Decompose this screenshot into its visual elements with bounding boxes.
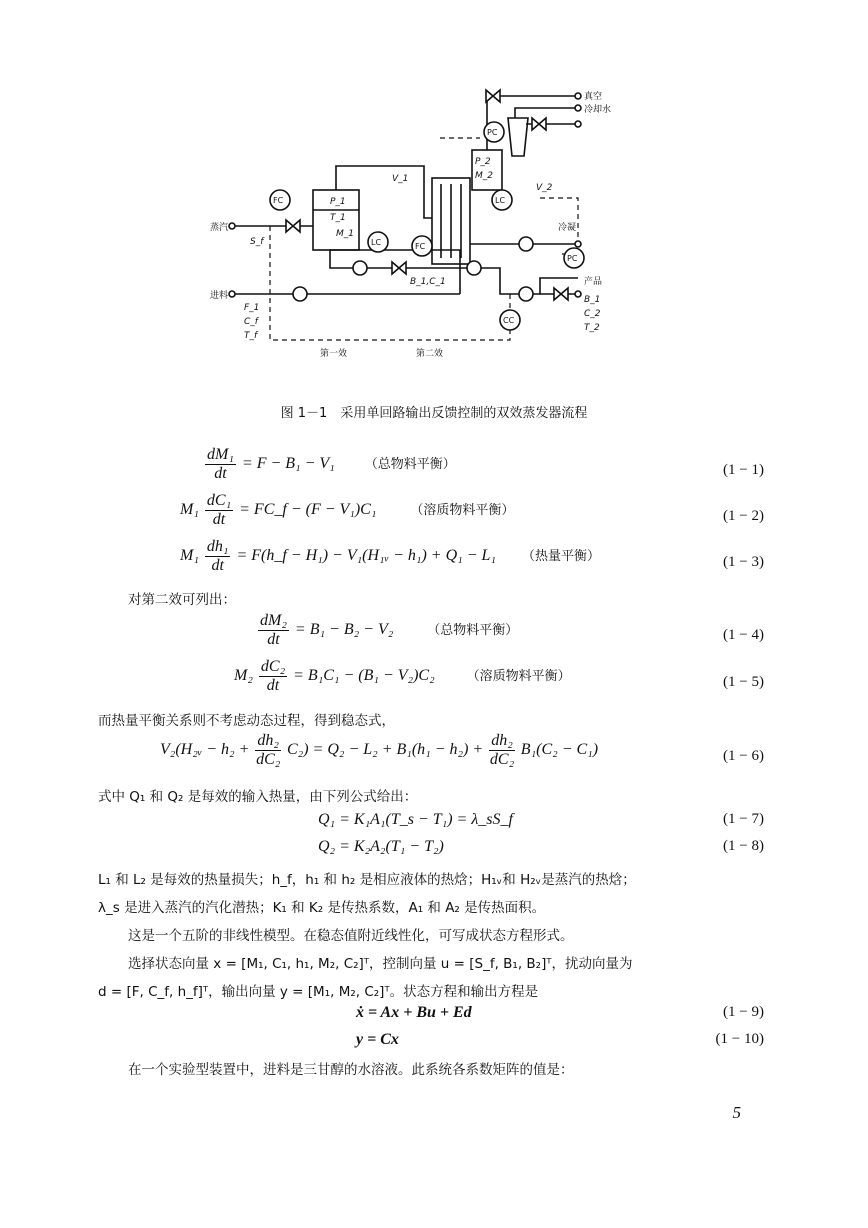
equation-number-1-5: (1 − 5) <box>723 674 764 690</box>
label-fc-1: FC <box>273 196 284 205</box>
equation-1-8: Q₂ = K₂A₂(T₁ − T₂) <box>318 838 444 855</box>
equation-1-10: y = Cx <box>356 1031 399 1048</box>
label-tf: T_f <box>244 331 258 341</box>
equation-1-2: M₁ $\frac{\text{dC₁}}{dt}$ = FC_f − (F − V₁)C₁ （溶质物料平衡） <box>180 492 515 528</box>
heat-balance-text: 而热量平衡关系则不考虑动态过程，得到稳态式， <box>98 713 395 729</box>
state-vector-line-2: d = [F, C_f, h_f]ᵀ，输出向量 y = [M₁, M₂, C₂]ᵀ。状态方程和输出方程是 <box>98 984 539 1000</box>
label-pc-1: PC <box>487 128 498 137</box>
equation-1-4: $\frac{\text{dM₂}}{dt}$ = B₁ − B₂ − V₂ （总物料平衡） <box>260 612 519 648</box>
label-second-effect: 第二效 <box>416 349 444 359</box>
label-product: 产品 <box>584 277 603 287</box>
equation-1-1: $\frac{\text{dM₁}}{dt}$ = F − B₁ − V₁ （总物料平衡） <box>207 446 456 482</box>
label-cf: C_f <box>244 317 258 327</box>
label-b1c1: B_1,C_1 <box>410 277 446 287</box>
equation-1-3: M₁ $\frac{\text{dh₁}}{dt}$ = F(h_f − H₁) − V₁(H₁ᵥ − h₁) + Q₁ − L₁ （热量平衡） <box>180 538 600 574</box>
label-first-effect: 第一效 <box>320 349 348 359</box>
label-t2: T_2 <box>584 323 600 333</box>
equation-number-1-4: (1 − 4) <box>723 627 764 643</box>
equation-number-1-2: (1 − 2) <box>723 508 764 524</box>
equation-number-1-6: (1 − 6) <box>723 748 764 764</box>
q-intro-text: 式中 Q₁ 和 Q₂ 是每效的输入热量，由下列公式给出： <box>98 789 418 805</box>
label-v1: V_1 <box>392 174 409 184</box>
page-number: 5 <box>732 1103 741 1122</box>
label-v2: V_2 <box>536 183 553 193</box>
label-sf: S_f <box>250 237 264 247</box>
equation-1-6: V₂(H₂ᵥ − h₂ + $\frac{\text{dh₂}}{\text{dC₂}}$ C₂) = Q₂ − L₂ + B₁(h₁ − h₂) + $\frac{\text{dh₂}}{\text{dC₂}}$ B₁(C₂ − C₁) <box>160 732 599 768</box>
second-effect-intro: 对第二效可列出： <box>128 592 236 608</box>
condenser <box>508 118 528 156</box>
label-t1: T_1 <box>330 213 346 223</box>
separator <box>472 150 502 190</box>
loss-text-line-2: λ_s 是进入蒸汽的汽化潜热；K₁ 和 K₂ 是传热系数，A₁ 和 A₂ 是传热面积。 <box>98 900 546 916</box>
label-p1: P_1 <box>330 197 346 207</box>
equation-1-9: ẋ = Ax + Bu + Ed <box>356 1004 472 1021</box>
state-vector-line-1: 选择状态向量 x = [M₁, C₁, h₁, M₂, C₂]ᵀ，控制向量 u = [S_f, B₁, B₂]ᵀ，扰动向量为 <box>128 956 633 972</box>
figure-caption: 图 1－1 采用单回路输出反馈控制的双效蒸发器流程 <box>280 406 588 421</box>
label-b1-out: B_1 <box>584 295 601 305</box>
cooling-valve <box>532 118 546 130</box>
equation-1-7: Q₁ = K₁A₁(T_s − T₁) = λ_sS_f <box>318 811 513 828</box>
second-bottoms-pump <box>467 261 481 275</box>
label-condensate: 冷凝 <box>558 223 577 233</box>
equation-1-5: M₂ $\frac{\text{dC₂}}{dt}$ = B₁C₁ − (B₁ − V₂)C₂ （溶质物料平衡） <box>234 658 571 694</box>
label-feed: 进料 <box>210 291 229 301</box>
equation-number-1-10: (1 − 10) <box>715 1031 764 1047</box>
bottoms-valve <box>392 262 406 274</box>
equation-number-1-3: (1 − 3) <box>723 554 764 570</box>
loss-text-line-1: L₁ 和 L₂ 是每效的热量损失；h_f，h₁ 和 h₂ 是相应液体的热焓；H₁ᵥ和 H₂ᵥ是蒸汽的热焓； <box>98 872 636 888</box>
label-steam: 蒸汽 <box>210 223 229 233</box>
control-link-1 <box>270 226 510 340</box>
label-cooling-water: 冷却水 <box>584 105 612 115</box>
experiment-text: 在一个实验型装置中，进料是三甘醇的水溶液。此系统各系数矩阵的值是： <box>128 1062 574 1078</box>
equation-number-1-9: (1 − 9) <box>723 1004 764 1020</box>
label-p2: P_2 <box>475 157 491 167</box>
label-c2: C_2 <box>584 309 601 319</box>
product-pump <box>519 287 533 301</box>
label-lc-2: LC <box>495 196 506 205</box>
label-f1: F_1 <box>244 303 260 313</box>
label-pc-2: PC <box>567 254 578 263</box>
first-bottoms-pump <box>353 261 367 275</box>
feed-pump <box>293 287 307 301</box>
label-vacuum: 真空 <box>584 92 603 102</box>
nonlinear-text: 这是一个五阶的非线性模型。在稳态值附近线性化，可写成状态方程形式。 <box>128 928 574 944</box>
label-fc-2: FC <box>415 242 426 251</box>
label-cc: CC <box>503 316 515 325</box>
equation-number-1-7: (1 − 7) <box>723 811 764 827</box>
label-m2: M_2 <box>475 171 493 181</box>
evaporator-diagram <box>210 78 630 368</box>
label-lc-1: LC <box>371 238 382 247</box>
steam-valve <box>286 220 300 232</box>
product-valve <box>554 288 568 300</box>
equation-number-1-8: (1 − 8) <box>723 838 764 854</box>
condensate-pump <box>519 237 533 251</box>
label-m1: M_1 <box>336 229 354 239</box>
vacuum-valve <box>486 90 500 102</box>
equation-number-1-1: (1 − 1) <box>723 462 764 478</box>
